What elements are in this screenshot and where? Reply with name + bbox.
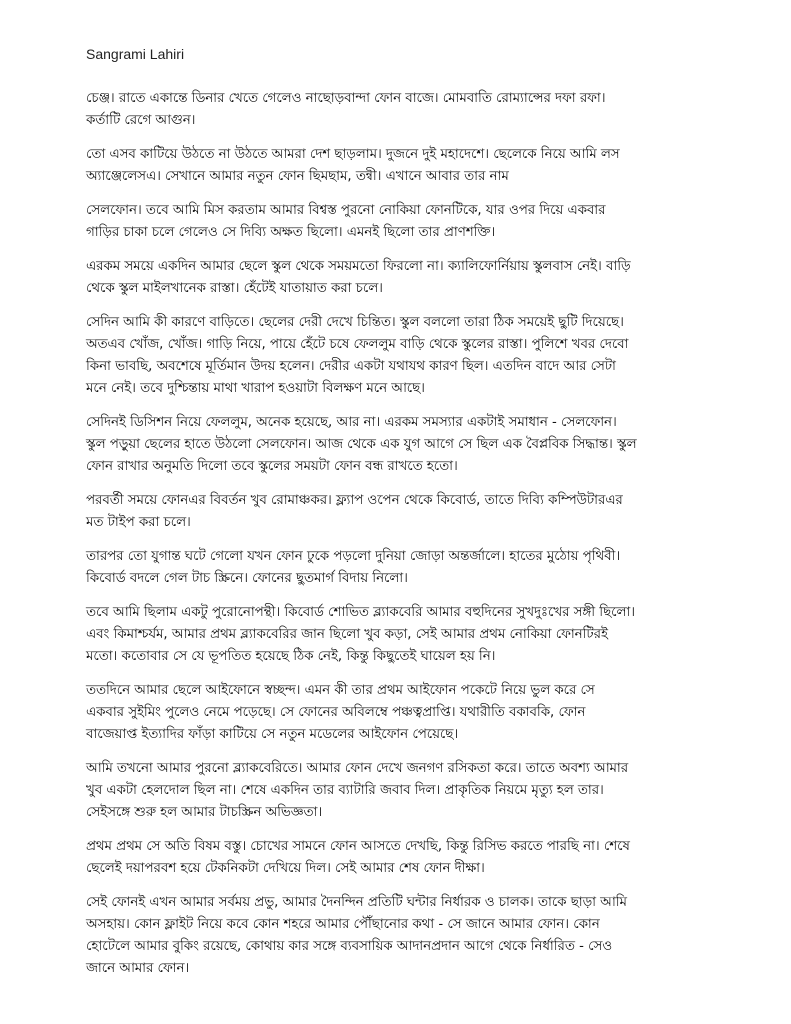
paragraph: পরবর্তী সময়ে ফোনএর বিবর্তন খুব রোমাঞ্চকর। ফ্ল্যাপ ওপেন থেকে কিবোর্ড, তাতে দিব্যি কম্পিউটারএর মত টাইপ করা চলে। [86,493,623,530]
paragraph: তারপর তো যুগান্ত ঘটে গেলো যখন ফোন ঢুকে পড়লো দুনিয়া জোড়া অন্তর্জালে। হাতের মুঠোয় পৃথিবী। কিবোর্ড বদলে গেল টাচ স্ক্রিনে। ফোনের ছুতমার্গ বিদায় নিলো। [86,549,621,586]
paragraph: ততদিনে আমার ছেলে আইফোনে স্বচ্ছন্দ। এমন কী তার প্রথম আইফোন পকেটে নিয়ে ভুল করে সে একবার সুইমিং পুলেও নেমে পড়েছে। সে ফোনের অবিলম্বে পঞ্চত্বপ্রাপ্তি। যথারীতি বকাবকি, ফোন বাজেয়াপ্ত ইত্যাদির ফাঁড়া কাটিয়ে সে নতুন মডেলের আইফোন পেয়েছে। [86,683,595,742]
paragraph: এরকম সময়ে একদিন আমার ছেলে স্কুল থেকে সময়মতো ফিরলো না। ক্যালিফোর্নিয়ায় স্কুলবাস নেই। বাড়ি থেকে স্কুল মাইলখানেক রাস্তা। হেঁটেই যাতায়াত করা চলে। [86,259,631,296]
page-header-author: Sangrami Lahiri [86,46,185,62]
paragraph: সেদিন আমি কী কারণে বাড়িতে। ছেলের দেরী দেখে চিন্তিত। স্কুল বললো তারা ঠিক সময়েই ছুটি দিয়েছে। অতএব খোঁজ, খোঁজ। গাড়ি নিয়ে, পায়ে হেঁটে চষে ফেললুম বাড়ি থেকে স্কুলের রাস্তা। পুলিশে খবর দেবো কিনা ভাবছি, অবশেষে মূর্তিমান উদয় হলেন। দেরীর একটা যথাযথ কারণ ছিল। এতদিন বাদে আর সেটা মনে নেই। তবে দুশ্চিন্তায় মাথা খারাপ হওয়াটা বিলক্ষণ মনে আছে। [86,315,629,396]
paragraph: সেদিনই ডিসিশন নিয়ে ফেললুম, অনেক হয়েছে, আর না। এরকম সমস্যার একটাই সমাধান - সেলফোন। স্কুল পড়ুয়া ছেলের হাতে উঠলো সেলফোন। আজ থেকে এক যুগ আগে সে ছিল এক বৈপ্লবিক সিদ্ধান্ত। স্কুল ফোন রাখার অনুমতি দিলো তবে স্কুলের সময়টা ফোন বন্ধ রাখতে হতো। [86,415,637,474]
paragraph: প্রথম প্রথম সে অতি বিষম বস্তু। চোখের সামনে ফোন আসতে দেখছি, কিন্তু রিসিভ করতে পারছি না। শেষে ছেলেই দয়াপরবশ হয়ে টেকনিকটা দেখিয়ে দিল। সেই আমার শেষ ফোন দীক্ষা। [86,839,630,876]
paragraph: চেঞ্জ। রাতে একান্তে ডিনার খেতে গেলেও নাছোড়বান্দা ফোন বাজে। মোমবাতি রোম্যান্সের দফা রফা। কর্তাটি রেগে আগুন। [86,91,606,128]
paragraph: সেই ফোনই এখন আমার সর্বময় প্রভু, আমার দৈনন্দিন প্রতিটি ঘন্টার নির্ধারক ও চালক। তাকে ছাড়া আমি অসহায়। কোন ফ্লাইট নিয়ে কবে কোন শহরে আমার পৌঁছানোর কথা - সে জানে আমার ফোন। কোন হোটেলে আমার বুকিং রয়েছে, কোথায় কার সঙ্গে ব্যবসায়িক আদানপ্রদান আগে থেকে নির্ধারিত - সেও জানে আমার ফোন। [86,895,627,976]
paragraph: সেলফোন। তবে আমি মিস করতাম আমার বিশ্বস্ত পুরনো নোকিয়া ফোনটিকে, যার ওপর দিয়ে একবার গাড়ির চাকা চলে গেলেও সে দিব্যি অক্ষত ছিলো। এমনই ছিলো তার প্রাণশক্তি। [86,203,606,240]
paragraph: তো এসব কাটিয়ে উঠতে না উঠতে আমরা দেশ ছাড়লাম। দুজনে দুই মহাদেশে। ছেলেকে নিয়ে আমি লস অ্যাঞ্জেলেসএ। সেখানে আমার নতুন ফোন ছিমছাম, তন্বী। এখানে আবার তার নাম [86,147,620,184]
paragraph: আমি তখনো আমার পুরনো ব্ল্যাকবেরিতে। আমার ফোন দেখে জনগণ রসিকতা করে। তাতে অবশ্য আমার খুব একটা হেলদোল ছিল না। শেষে একদিন তার ব্যাটারি জবাব দিল। প্রাকৃতিক নিয়মে মৃত্যু হল তার। সেইসঙ্গে শুরু হল আমার টাচস্ক্রিন অভিজ্ঞতা। [86,761,629,820]
paragraph: তবে আমি ছিলাম একটু পুরোনোপন্থী। কিবোর্ড শোভিত ব্ল্যাকবেরি আমার বহুদিনের সুখদুঃখের সঙ্গী ছিলো। এবং কিমাশ্চর্যম, আমার প্রথম ব্ল্যাকবেরির জান ছিলো খুব কড়া, সেই আমার প্রথম নোকিয়া ফোনটিরই মতো। কতোবার সে যে ভূপতিত হয়েছে ঠিক নেই, কিন্তু কিছুতেই ঘায়েল হয় নি। [86,605,635,664]
document-body [86,88,698,992]
